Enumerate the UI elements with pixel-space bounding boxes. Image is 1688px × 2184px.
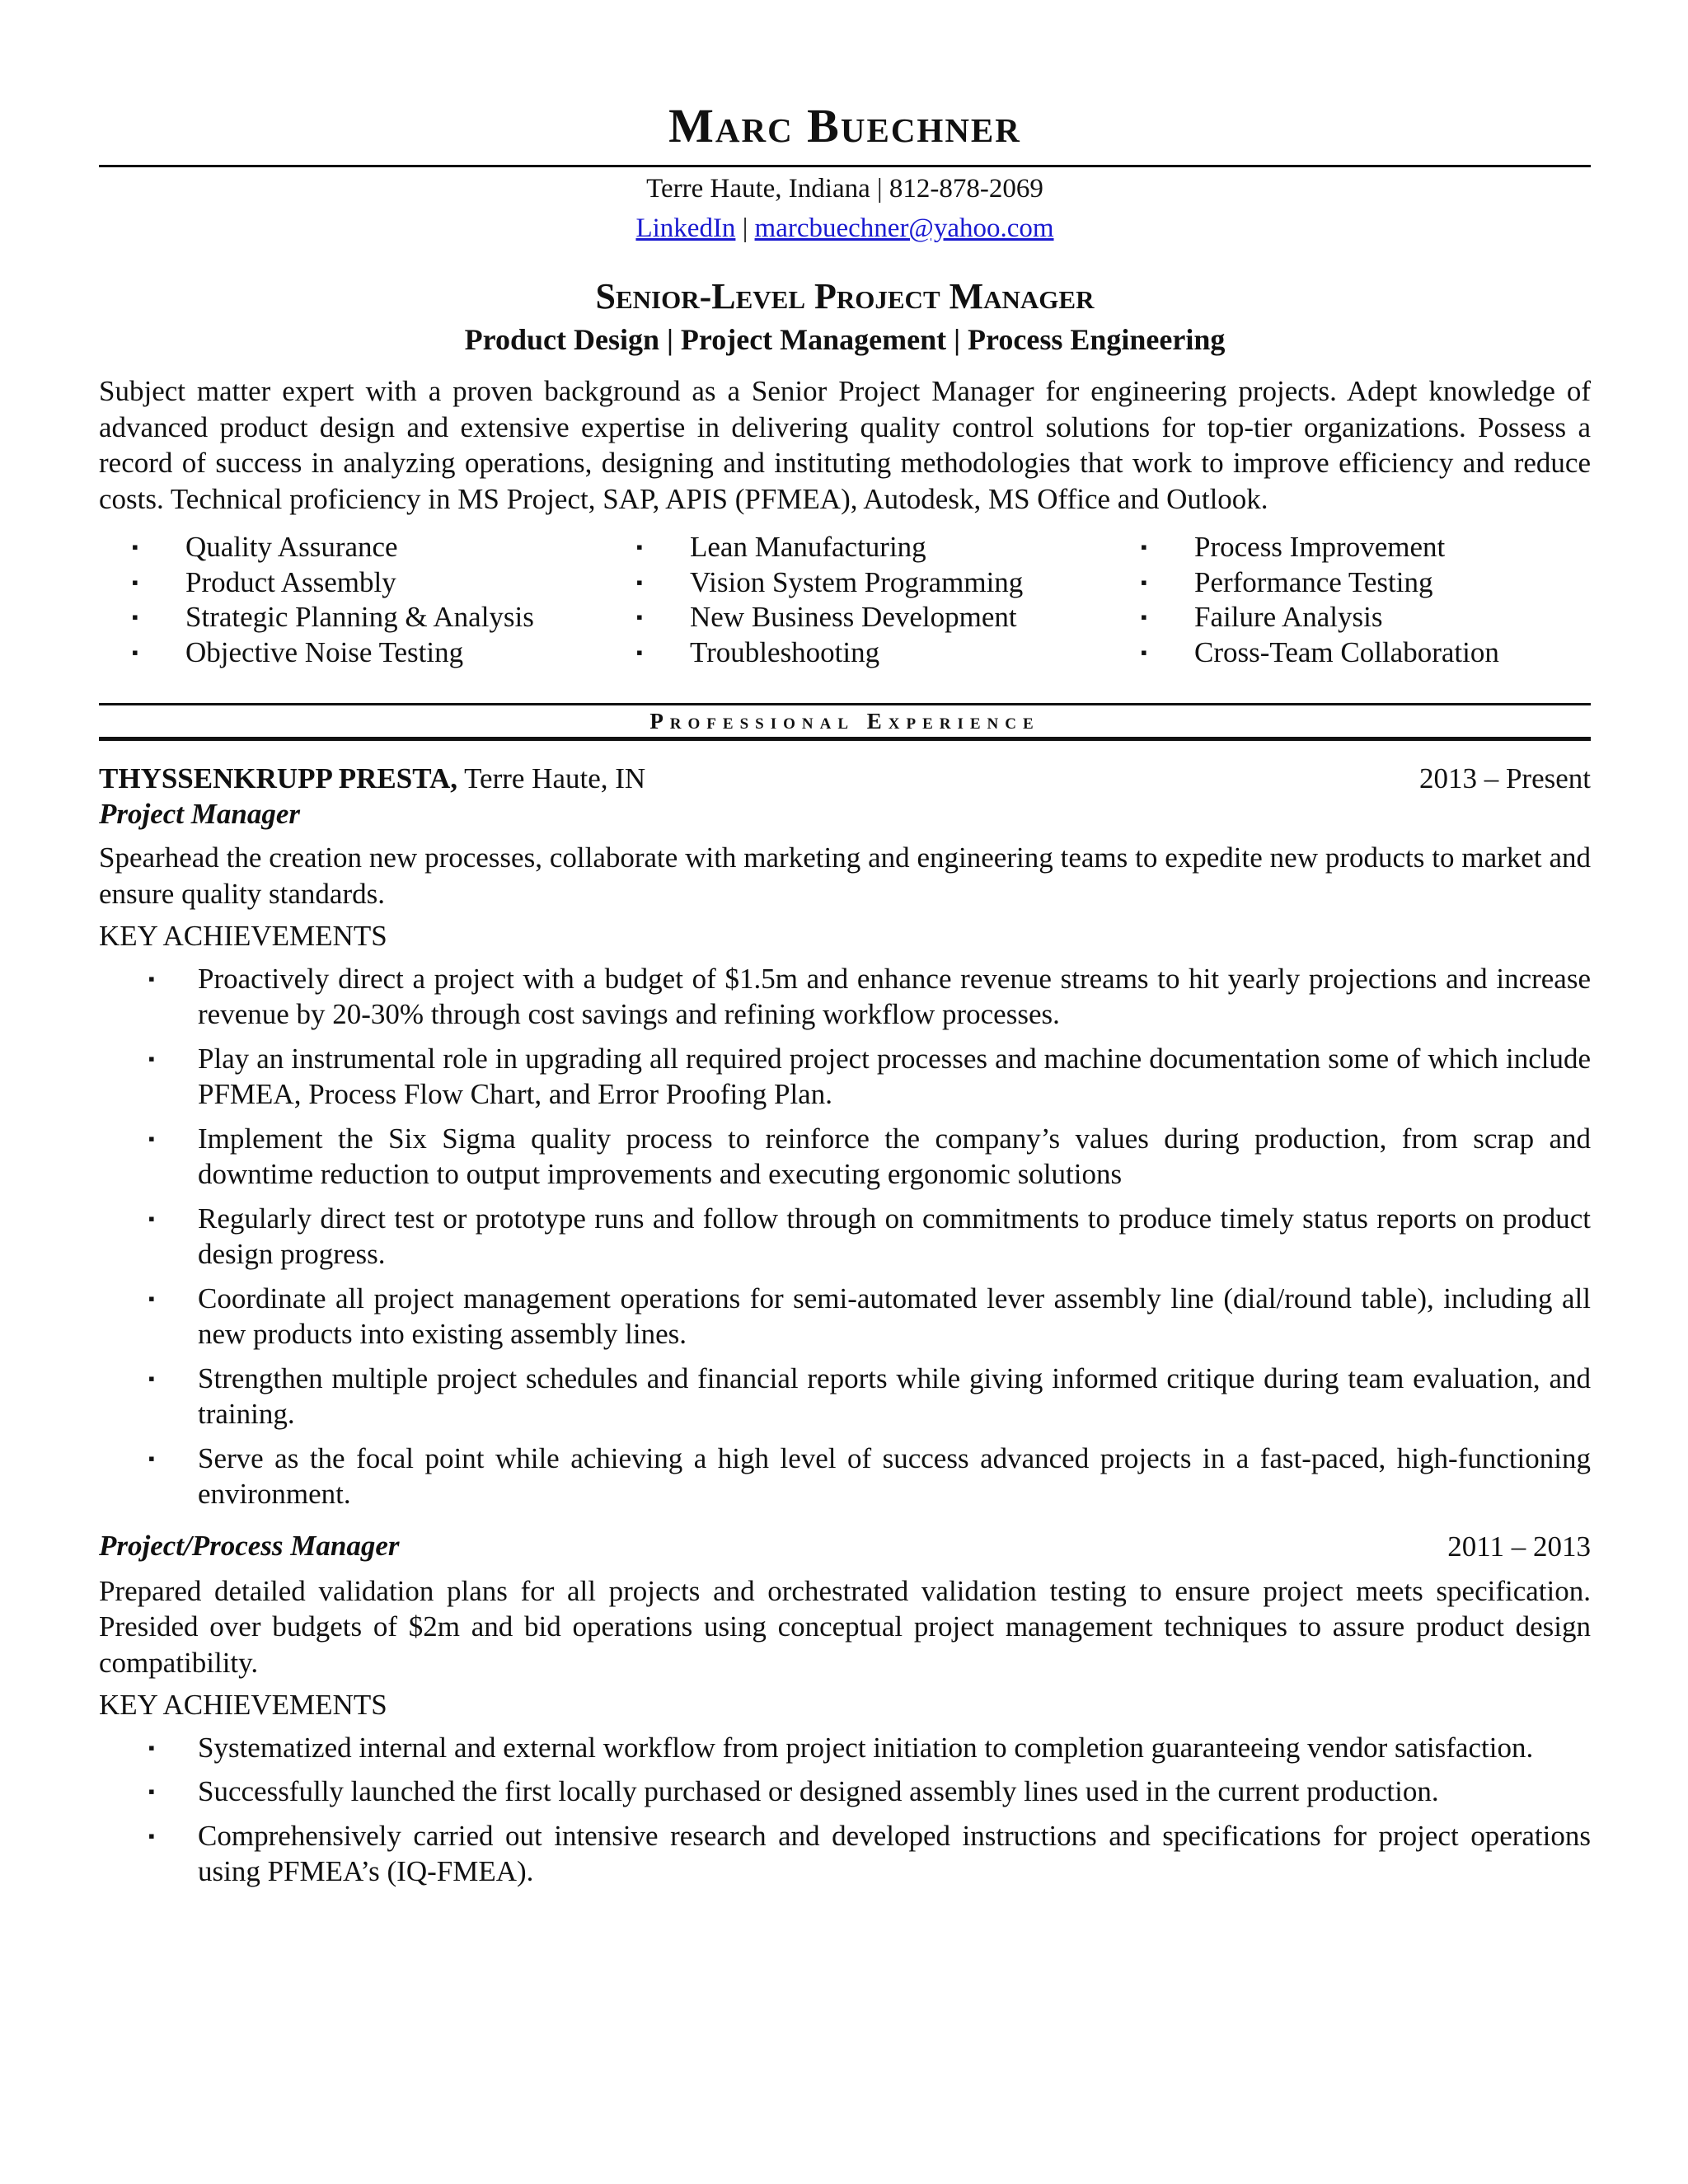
- job-header: [99, 1529, 1591, 1565]
- achievement-text: Successfully launched the first locally purchased or designed assembly lines used in the current production.: [198, 1775, 1439, 1807]
- list-item: [99, 1041, 1591, 1113]
- bullet-icon: ▪: [1141, 641, 1147, 663]
- skill-item: [132, 600, 636, 635]
- skill-label: Product Assembly: [185, 565, 396, 598]
- linkedin-link[interactable]: LinkedIn: [635, 213, 736, 243]
- skill-label: New Business Development: [690, 601, 1017, 633]
- skill-item: [132, 530, 636, 565]
- skills-column-1: [132, 530, 636, 670]
- bullet-icon: ▪: [148, 1127, 155, 1149]
- skill-label: Failure Analysis: [1194, 601, 1383, 633]
- skill-item: [132, 565, 636, 601]
- summary-paragraph: Subject matter expert with a proven background as a Senior Project Manager for engineering projects. Adept knowledge of advanced product design and extensive expertise in delivering quality control solutions for top-tier organizations. Possess a record of success in analyzing operations, designing and instituting methodologies that work to improve efficiency and reduce costs. Technical proficiency in MS Project, SAP, APIS (PFMEA), Autodesk, MS Office and Outlook.: [99, 375, 1591, 515]
- skill-item: [1141, 635, 1586, 671]
- achievement-text: Regularly direct test or prototype runs and follow through on commitments to produce timely status reports on product design progress.: [198, 1202, 1591, 1270]
- achievement-text: Play an instrumental role in upgrading all required project processes and machine documentation some of which include PFMEA, Process Flow Chart, and Error Proofing Plan.: [198, 1042, 1591, 1110]
- list-item: [99, 1121, 1591, 1193]
- headline-title: Senior-Level Project Manager: [595, 276, 1095, 316]
- candidate-name: Marc Buechner: [668, 99, 1021, 152]
- achievement-text: Proactively direct a project with a budget of $1.5m and enhance revenue streams to hit yearly projections and increase revenue by 20-30% through cost savings and refining workflow processes.: [198, 962, 1591, 1030]
- list-item: [99, 1441, 1591, 1512]
- headline-subtitle: Product Design | Project Management | Process Engineering: [464, 323, 1226, 356]
- bullet-icon: ▪: [636, 607, 643, 627]
- skill-item: [1141, 565, 1586, 601]
- bullet-icon: ▪: [132, 571, 138, 593]
- bullet-icon: ▪: [148, 1781, 155, 1802]
- skill-label: Quality Assurance: [185, 531, 398, 563]
- skill-item: [636, 565, 1141, 601]
- links-line: [99, 210, 1591, 246]
- bullet-icon: ▪: [132, 641, 138, 663]
- job-employer: [99, 761, 645, 797]
- list-item: [99, 961, 1591, 1033]
- bullet-icon: ▪: [148, 1367, 155, 1389]
- bullet-icon: ▪: [148, 1287, 155, 1309]
- skill-label: Performance Testing: [1194, 565, 1433, 598]
- skill-label: Troubleshooting: [690, 635, 880, 668]
- skill-label: Cross-Team Collaboration: [1194, 635, 1499, 668]
- bullet-icon: ▪: [1141, 537, 1147, 557]
- skill-item: [636, 635, 1141, 671]
- achievement-text: Coordinate all project management operations for semi-automated lever assembly line (dial/round table), including all new products into existing assembly lines.: [198, 1282, 1591, 1350]
- achievement-text: Comprehensively carried out intensive research and developed instructions and specifications for project operations using PFMEA’s (IQ-FMEA).: [198, 1819, 1591, 1887]
- list-item: [99, 1730, 1591, 1766]
- company-location: Terre Haute, IN: [457, 762, 646, 794]
- skill-item: [1141, 530, 1586, 565]
- bullet-icon: ▪: [1141, 607, 1147, 627]
- section-header-experience: Professional Experience: [99, 703, 1591, 741]
- skill-label: Vision System Programming: [690, 565, 1024, 598]
- list-item: [99, 1281, 1591, 1352]
- achievements-list: [99, 1730, 1591, 1890]
- job-description: Spearhead the creation new processes, collaborate with marketing and engineering teams to expedite new products to market and ensure quality standards.: [99, 841, 1591, 910]
- achievements-label: KEY ACHIEVEMENTS: [99, 920, 387, 952]
- bullet-icon: ▪: [148, 1447, 155, 1469]
- list-item: [99, 1361, 1591, 1432]
- bullet-icon: ▪: [148, 1825, 155, 1846]
- job-title: Project Manager: [99, 798, 301, 830]
- bullet-icon: ▪: [148, 968, 155, 989]
- skill-item: [636, 600, 1141, 635]
- job-title: Project/Process Manager: [99, 1529, 400, 1562]
- bullet-icon: ▪: [636, 641, 643, 663]
- list-item: [99, 1774, 1591, 1810]
- achievement-text: Systematized internal and external workflow from project initiation to completion guaranteeing vendor satisfaction.: [198, 1731, 1534, 1764]
- bullet-icon: ▪: [148, 1207, 155, 1229]
- list-item: [99, 1201, 1591, 1272]
- achievements-list: [99, 961, 1591, 1512]
- skill-label: Lean Manufacturing: [690, 531, 926, 563]
- achievement-text: Serve as the focal point while achieving a high level of success advanced projects in a fast-paced, high-functioning environment.: [198, 1441, 1591, 1510]
- bullet-icon: ▪: [148, 1736, 155, 1758]
- skill-label: Strategic Planning & Analysis: [185, 601, 534, 633]
- job-dates: 2011 – 2013: [1447, 1530, 1591, 1563]
- bullet-icon: ▪: [636, 537, 643, 557]
- job-dates: 2013 – Present: [1418, 762, 1591, 794]
- links-separator: |: [735, 213, 755, 243]
- resume-content: [99, 97, 1591, 1898]
- skills-column-3: [1141, 530, 1586, 670]
- header-divider: [99, 165, 1591, 167]
- job-description: Prepared detailed validation plans for all projects and orchestrated validation testing to ensure project meets specification. Presided over budgets of $2m and bid operations using conceptual project management techniques to assure product design compatibility.: [99, 1574, 1591, 1679]
- company-name: THYSSENKRUPP PRESTA,: [99, 762, 457, 794]
- skill-item: [1141, 600, 1586, 635]
- email-link[interactable]: marcbuechner@yahoo.com: [754, 213, 1054, 243]
- achievement-text: Implement the Six Sigma quality process to reinforce the company’s values during production, from scrap and downtime reduction to output improvements and executing ergonomic solutions: [198, 1122, 1591, 1190]
- skills-grid: [99, 530, 1591, 670]
- achievement-text: Strengthen multiple project schedules and financial reports while giving informed critique during team evaluation, and training.: [198, 1361, 1591, 1430]
- skills-column-2: [636, 530, 1141, 670]
- job-header: [99, 761, 1591, 797]
- skill-item: [132, 635, 636, 671]
- skill-label: Process Improvement: [1194, 531, 1446, 563]
- achievements-label: KEY ACHIEVEMENTS: [99, 1689, 387, 1721]
- bullet-icon: ▪: [132, 537, 138, 557]
- bullet-icon: ▪: [1141, 571, 1147, 593]
- list-item: [99, 1818, 1591, 1890]
- skill-item: [636, 530, 1141, 565]
- bullet-icon: ▪: [636, 571, 643, 593]
- bullet-icon: ▪: [148, 1047, 155, 1069]
- contact-line: Terre Haute, Indiana | 812-878-2069: [646, 174, 1043, 204]
- skill-label: Objective Noise Testing: [185, 635, 464, 668]
- bullet-icon: ▪: [132, 607, 138, 627]
